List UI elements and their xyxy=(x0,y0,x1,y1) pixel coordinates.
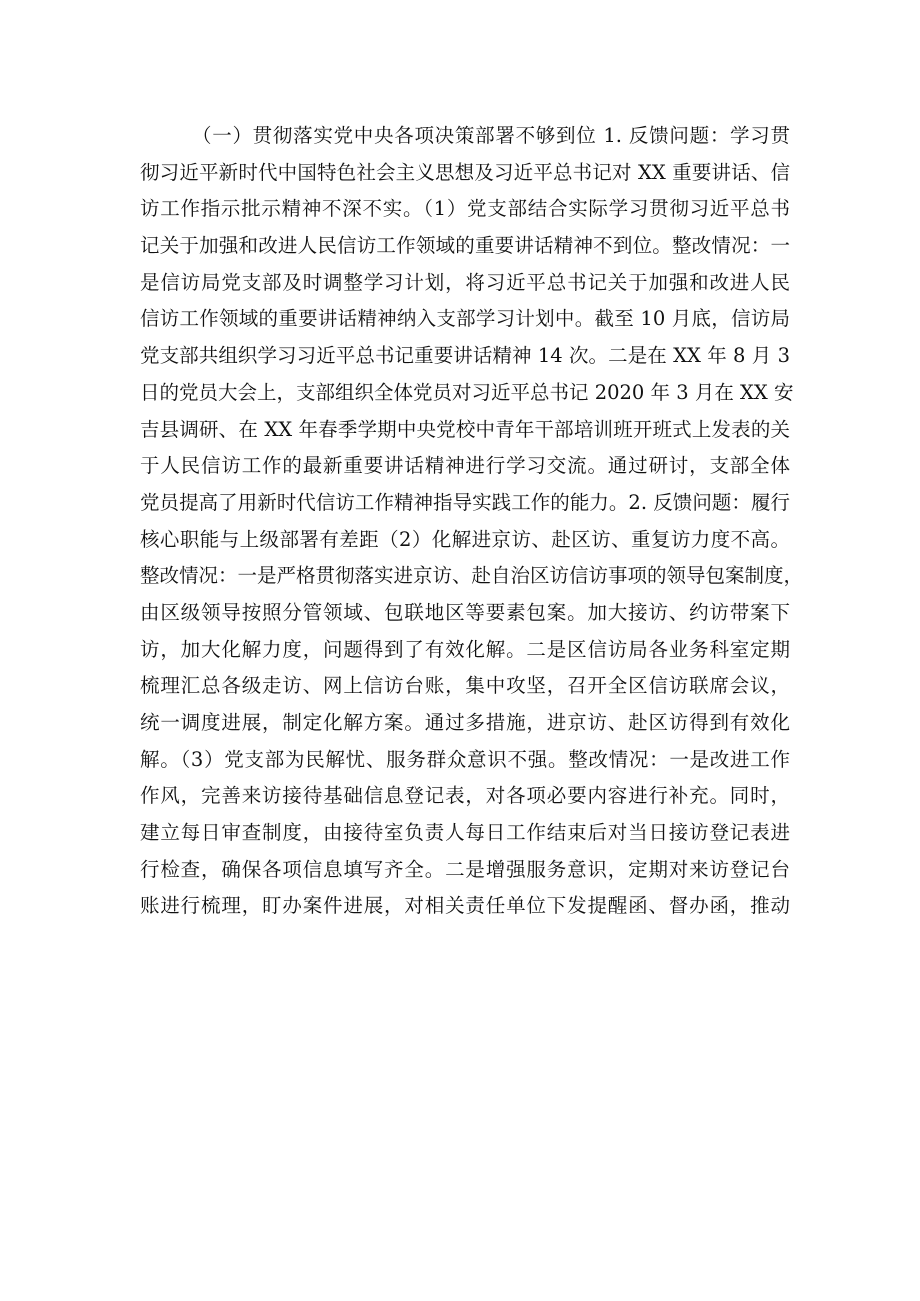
text-line: 核心职能与上级部署有差距（2）化解进京访、赴区访、重复访力度不高。 xyxy=(140,527,790,551)
text-line: 整改情况：一是严格贯彻落实进京访、赴自治区访信访事项的领导包案制度， xyxy=(140,564,804,588)
text-line: 日的党员大会上，支部组织全体党员对习近平总书记 2020 年 3 月在 XX 安 xyxy=(140,380,794,404)
text-line: 建立每日审查制度，由接待室负责人每日工作结束后对当日接访登记表进 xyxy=(140,821,790,845)
body-text xyxy=(140,118,804,925)
text-line: 党支部共组织学习习近平总书记重要讲话精神 14 次。二是在 XX 年 8 月 3 xyxy=(140,344,790,368)
text-line: 记关于加强和改进人民信访工作领域的重要讲话精神不到位。整改情况：一 xyxy=(140,234,790,258)
text-line: 党员提高了用新时代信访工作精神指导实践工作的能力。2. 反馈问题：履行 xyxy=(140,490,790,514)
text-line: 解。（3）党支部为民解忧、服务群众意识不强。整改情况：一是改进工作 xyxy=(140,747,790,771)
text-line: 行检查，确保各项信息填写齐全。二是增强服务意识，定期对来访登记台 xyxy=(140,857,790,881)
text-line: 彻习近平新时代中国特色社会主义思想及习近平总书记对 XX 重要讲话、信 xyxy=(140,160,790,184)
text-line: 由区级领导按照分管领域、包联地区等要素包案。加大接访、约访带案下 xyxy=(140,600,790,624)
text-line: 梳理汇总各级走访、网上信访台账，集中攻坚，召开全区信访联席会议， xyxy=(140,674,790,698)
text-line: 访，加大化解力度，问题得到了有效化解。二是区信访局各业务科室定期 xyxy=(140,637,790,661)
text-line: 是信访局党支部及时调整学习计划，将习近平总书记关于加强和改进人民 xyxy=(140,270,790,294)
text-line: 访工作指示批示精神不深不实。（1）党支部结合实际学习贯彻习近平总书 xyxy=(140,197,790,221)
text-line: 吉县调研、在 XX 年春季学期中央党校中青年干部培训班开班式上发表的关 xyxy=(140,417,790,441)
text-line: 信访工作领域的重要讲话精神纳入支部学习计划中。截至 10 月底，信访局 xyxy=(140,307,790,331)
text-line: 于人民信访工作的最新重要讲话精神进行学习交流。通过研讨，支部全体 xyxy=(140,454,790,478)
text-line: 账进行梳理，盯办案件进展，对相关责任单位下发提醒函、督办函，推动 xyxy=(140,894,790,918)
text-line: （一）贯彻落实党中央各项决策部署不够到位 1. 反馈问题：学习贯 xyxy=(192,124,790,147)
text-line: 作风，完善来访接待基础信息登记表，对各项必要内容进行补充。同时， xyxy=(140,784,790,808)
text-line: 统一调度进展，制定化解方案。通过多措施，进京访、赴区访得到有效化 xyxy=(140,711,790,734)
